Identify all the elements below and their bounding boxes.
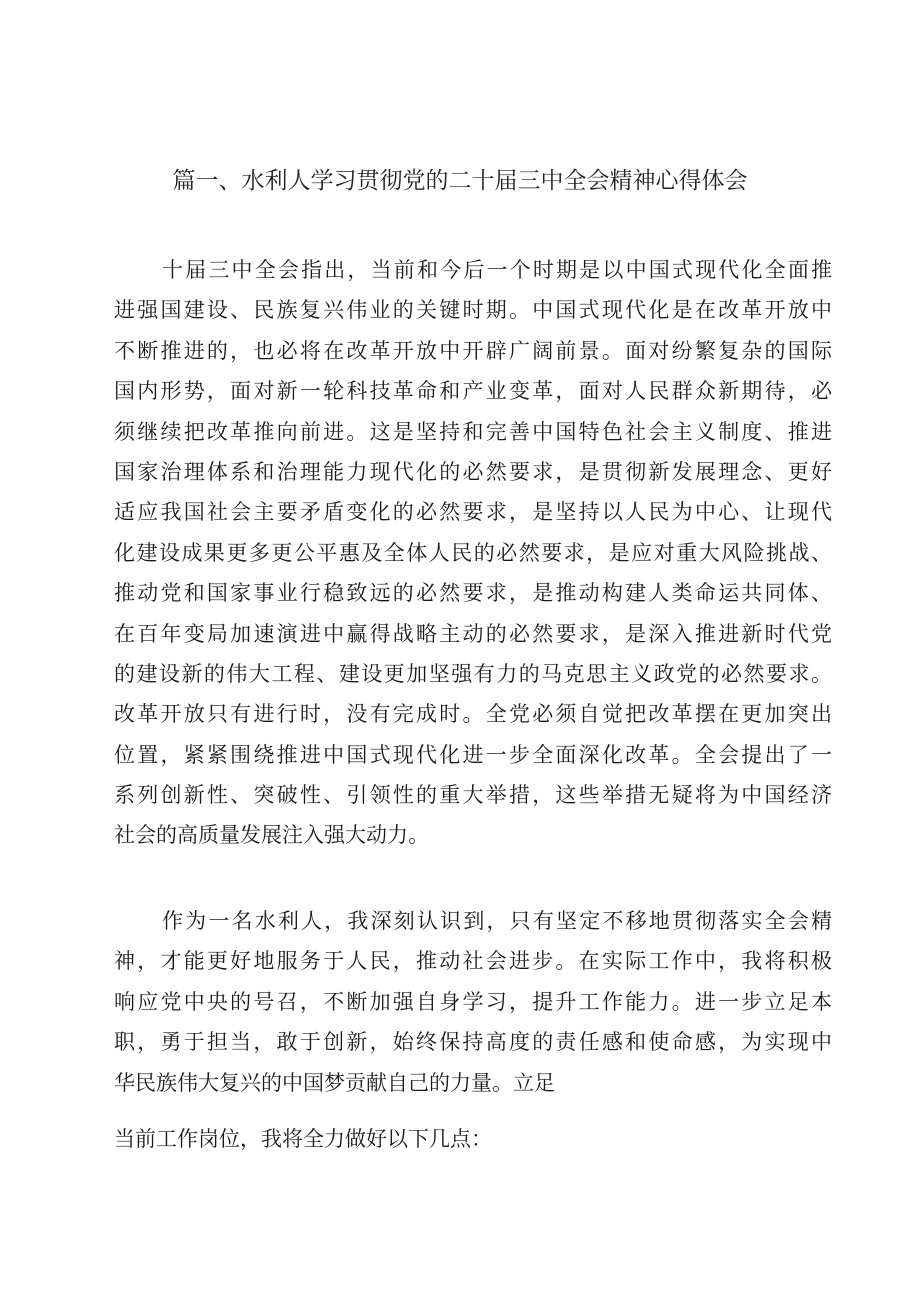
paragraph-line: 作为一名水利人，我深刻认识到，只有坚定不移地贯彻落实全会精 <box>162 909 832 933</box>
paragraph-2 <box>114 901 832 1103</box>
paragraph-line: 系列创新性、突破性、引领性的重大举措，这些举措无疑将为中国经济 <box>114 783 832 808</box>
paragraph-line: 改革开放只有进行时，没有完成时。全党必须自觉把改革摆在更加突出 <box>114 702 832 727</box>
paragraph-3 <box>114 1119 832 1159</box>
paragraph-line: 职，勇于担当，敢于创新，始终保持高度的责任感和使命感，为实现中 <box>114 1030 832 1055</box>
paragraph-line: 进强国建设、民族复兴伟业的关键时期。中国式现代化是在改革开放中 <box>114 298 832 323</box>
paragraph-1 <box>114 250 832 856</box>
paragraph-line: 适应我国社会主要矛盾变化的必然要求，是坚持以人民为中心、让现代 <box>114 500 832 525</box>
paragraph-line: 国家治理体系和治理能力现代化的必然要求，是贯彻新发展理念、更好 <box>114 459 832 484</box>
paragraph-line: 十届三中全会指出，当前和今后一个时期是以中国式现代化全面推 <box>162 258 832 282</box>
paragraph-line: 华民族伟大复兴的中国梦贡献自己的力量。立足 <box>114 1070 555 1095</box>
paragraph-line: 的建设新的伟大工程、建设更加坚强有力的马克思主义政党的必然要求。 <box>114 661 832 686</box>
paragraph-line: 推动党和国家事业行稳致远的必然要求，是推动构建人类命运共同体、 <box>114 581 832 606</box>
paragraph-line: 位置，紧紧围绕推进中国式现代化进一步全面深化改革。全会提出了一 <box>114 742 832 767</box>
paragraph-line: 不断推进的，也必将在改革开放中开辟广阔前景。面对纷繁复杂的国际 <box>114 338 832 363</box>
paragraph-line: 社会的高质量发展注入强大动力。 <box>114 823 429 848</box>
paragraph-line: 须继续把改革推向前进。这是坚持和完善中国特色社会主义制度、推进 <box>114 419 832 444</box>
document-title: 篇一、水利人学习贯彻党的二十届三中全会精神心得体会 <box>172 168 748 194</box>
paragraph-line: 神，才能更好地服务于人民，推动社会进步。在实际工作中，我将积极 <box>114 949 832 974</box>
paragraph-line: 化建设成果更多更公平惠及全体人民的必然要求，是应对重大风险挑战、 <box>114 540 832 565</box>
paragraph-line: 在百年变局加速演进中赢得战略主动的必然要求，是深入推进新时代党 <box>114 621 832 646</box>
paragraph-line: 响应党中央的号召，不断加强自身学习，提升工作能力。进一步立足本 <box>114 989 832 1014</box>
paragraph-line: 当前工作岗位，我将全力做好以下几点： <box>114 1127 492 1151</box>
paragraph-line: 国内形势，面对新一轮科技革命和产业变革，面对人民群众新期待，必 <box>114 379 832 404</box>
